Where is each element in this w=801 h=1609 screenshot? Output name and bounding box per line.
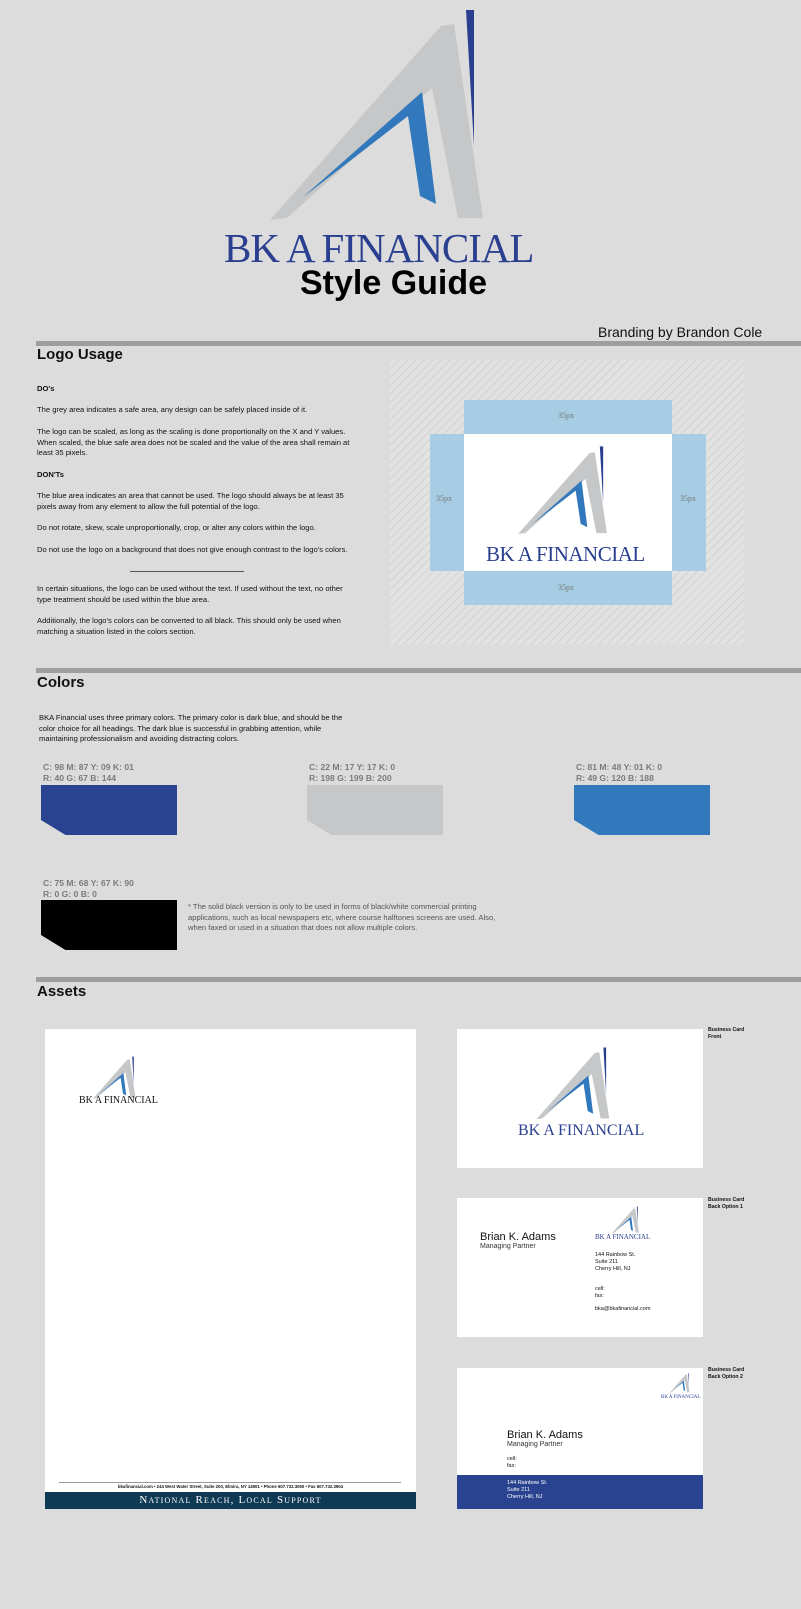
spacing-label-top: 35px <box>558 411 574 420</box>
spacing-label-right: 35px <box>680 494 696 503</box>
card1-address: 144 Rainbow St. Suite 211 Cherry Hill, NJ <box>595 1252 636 1272</box>
spacing-label-left: 35px <box>436 494 452 503</box>
logo-grey-blade <box>270 24 483 220</box>
letterhead <box>45 1029 416 1509</box>
card-label-front: Business Card Front <box>708 1027 745 1040</box>
dos-item: The grey area indicates a safe area, any design can be safely placed inside of it. <box>37 405 308 414</box>
letterhead-footer-rule <box>59 1482 401 1483</box>
business-card-front <box>457 1029 703 1168</box>
card1-role: Managing Partner <box>480 1243 536 1250</box>
text-separator <box>130 571 244 572</box>
card-front-logo-mark <box>533 1043 615 1125</box>
diagram-logo-wordmark: BK A FINANCIAL <box>486 542 645 566</box>
card-label-back-1: Business Card Back Option 1 <box>708 1197 745 1210</box>
donts-item: Do not use the logo on a background that does not give enough contrast to the logo's colors. <box>37 545 348 554</box>
branding-credit: Branding by Brandon Cole <box>598 324 763 340</box>
donts-item: Do not rotate, skew, scale unproportionally, crop, or alter any colors within the logo. <box>37 523 316 532</box>
card2-role: Managing Partner <box>507 1441 563 1448</box>
card2-address: 144 Rainbow St. Suite 211 Cherry Hill, NJ <box>507 1480 548 1500</box>
swatch-dark-blue <box>41 785 177 835</box>
divider <box>36 341 801 346</box>
card2-name: Brian K. Adams <box>507 1429 583 1441</box>
business-card-back-1 <box>457 1198 703 1337</box>
dos-heading: DO's <box>37 384 55 393</box>
main-logo-wordmark: BK A FINANCIAL <box>224 225 534 271</box>
colors-intro: BKA Financial uses three primary colors. The primary color is dark blue, and should be the color choice for all headings. The dark blue is successful in grabbing attention, while maintaining professionalism and avoiding distracting colors. <box>39 713 343 743</box>
swatch-mid-blue-values: C: 81 M: 48 Y: 01 K: 0 R: 49 G: 120 B: 188 <box>576 762 663 783</box>
card-label-back-2: Business Card Back Option 2 <box>708 1367 745 1380</box>
safe-area-diagram <box>390 360 744 644</box>
swatch-black <box>41 900 177 950</box>
letterhead-contact-line: bkafinancial.com • 244 West Water Street, Suite 200, Elmira, NY 14901 • Phone 607.732.3050 • Fax 607.732.3904 <box>117 1484 344 1489</box>
donts-item: The blue area indicates an area that cannot be used. The logo should always be at least 35 pixels away from any element to allow the full potential of the logo. <box>37 491 344 511</box>
card1-name: Brian K. Adams <box>480 1231 556 1243</box>
donts-heading: DON'Ts <box>37 470 64 479</box>
divider <box>36 977 801 982</box>
divider <box>36 668 801 673</box>
swatch-mid-blue <box>574 785 710 835</box>
extra-note: Additionally, the logo's colors can be converted to all black. This should only be used when matching a situation listed in the colors section. <box>37 616 341 636</box>
swatch-grey-values: C: 22 M: 17 Y: 17 K: 0 R: 198 G: 199 B: 200 <box>309 762 396 783</box>
letterhead-wordmark: BK A FINANCIAL <box>79 1095 158 1106</box>
card1-phones: cell: fax: <box>595 1286 605 1299</box>
black-usage-note: * The solid black version is only to be used in forms of black/white commercial printing applications, such as local newspapers etc, where course halftones screens are used. Also, when faxed or used in a situation that does not allow multiple colors. <box>188 902 496 932</box>
section-title-assets: Assets <box>37 983 87 1000</box>
section-title-logo-usage: Logo Usage <box>37 346 123 363</box>
dos-item: The logo can be scaled, as long as the scaling is done proportionally on the X and Y values. When scaled, the blue safe area does not be scaled and the value of the area shall remain at least 35 pixels. <box>37 427 350 457</box>
swatch-black-values: C: 75 M: 68 Y: 67 K: 90 R: 0 G: 0 B: 0 <box>43 878 134 899</box>
page-title: Style Guide <box>300 264 488 302</box>
diagram-logo-mark <box>514 438 614 544</box>
main-logo-mark <box>260 8 500 226</box>
extra-note: In certain situations, the logo can be used without the text. If used without the text, no other type treatment should be used within the blue area. <box>37 584 343 604</box>
swatch-grey <box>307 785 443 835</box>
section-title-colors: Colors <box>37 674 85 691</box>
business-card-back-2 <box>457 1368 703 1509</box>
card2-wordmark: BK A FINANCIAL <box>661 1395 701 1400</box>
card1-email: bka@bkafinancial.com <box>595 1306 651 1312</box>
card2-phones: cell: fax: <box>507 1456 517 1469</box>
card2-address-band <box>457 1475 703 1509</box>
card-front-wordmark: BK A FINANCIAL <box>518 1122 645 1139</box>
spacing-label-bottom: 35px <box>558 583 574 592</box>
card1-wordmark: BK A FINANCIAL <box>595 1233 651 1241</box>
letterhead-tagline-bar: National Reach, Local Support <box>45 1492 416 1509</box>
card2-logo-mark <box>669 1371 691 1395</box>
card1-logo-mark <box>611 1205 641 1235</box>
swatch-dark-blue-values: C: 98 M: 87 Y: 09 K: 01 R: 40 G: 67 B: 144 <box>43 762 134 783</box>
